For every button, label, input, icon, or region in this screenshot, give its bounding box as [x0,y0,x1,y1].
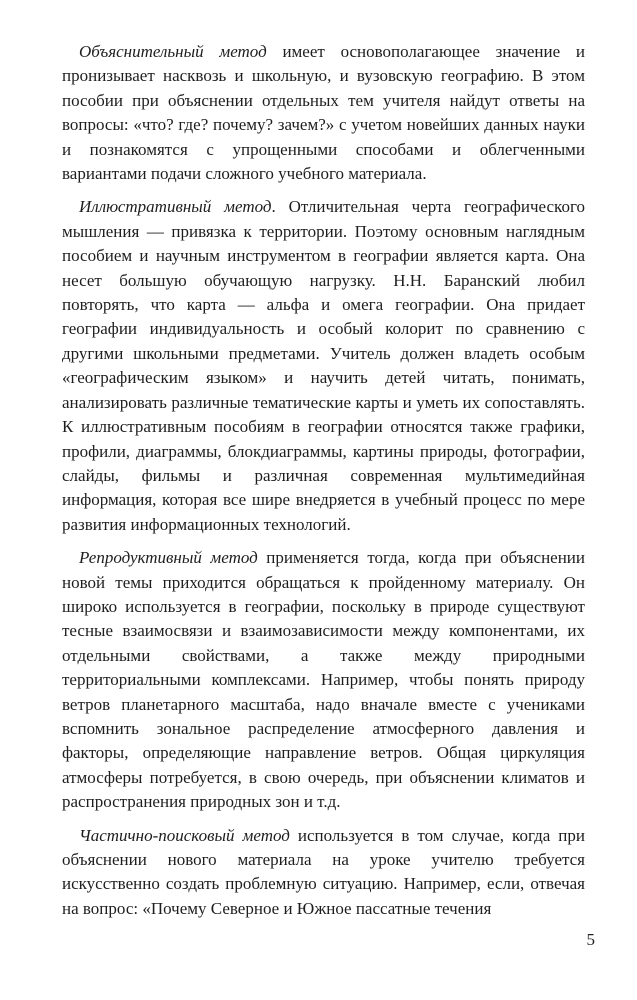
paragraph-text: используется в том случае, когда при объяснении нового материала на уроке учителю требуется искусственно создать проблемную ситуацию. Например, если, отвечая на вопрос: «Почему Северное и Южное пассатные течения [62,825,585,918]
page-number: 5 [586,930,595,949]
paragraph-partial-search-method [62,824,585,922]
paragraph-reproductive-method [62,546,585,814]
paragraph-illustrative-method [62,195,585,537]
paragraph-explanatory-method [62,40,585,186]
term-explanatory-method: Объяснительный метод [79,42,267,61]
paragraph-text: имеет основополагающее значение и пронизывает насквозь и школьную, и вузовскую географию. В этом пособии при объяснении отдельных тем учителя найдут ответы на вопросы: «что? где? почему? зачем?» с учетом новейших данных науки и познакомятся с упрощенными способами и облегченными вариантами подачи сложного учебного материала. [62,42,585,184]
paragraph-text: применяется тогда, когда при объяснении новой темы приходится обращаться к пройденному материалу. Он широко используется в географии, поскольку в природе существуют тесные взаимосвязи и взаимозависимости между компонентами, их отдельными свойствами, а также между природными территориальными комплексами. Например, чтобы понять природу ветров планетарного масштаба, надо вначале вместе с учениками вспомнить зональное распределение атмосферного давления и факторы, определяющие направление ветров. Общая циркуляция атмосферы потребуется, в свою очередь, при объяснении климатов и распространения природных зон и т.д. [62,548,586,812]
term-illustrative-method: Иллюстративный метод [79,197,272,217]
page-body [62,40,585,930]
term-reproductive-method: Репродуктивный метод [79,548,258,568]
term-partial-search-method: Частично-поисковый метод [79,825,290,845]
paragraph-text: . Отличительная черта географического мышления — привязка к территории. Поэтому основным наглядным пособием и научным инструментом в географии является карта. Она несет большую обучающую нагрузку. Н.Н. Баранский любил повторять, что карта — альфа и омега географии. Она придает географии индивидуальность и особый колорит по сравнению с другими школьными предметами. Учитель должен владеть особым «географическим языком» и научить детей читать, понимать, анализировать различные тематические карты и уметь их сопоставлять. К иллюстративным пособиям в географии относятся также графики, профили, диаграммы, блокдиаграммы, картины природы, фотографии, слайды, фильмы и различная современная мультимедийная информация, которая все шире внедряется в учебный процесс по мере развития информационных технологий. [62,197,585,534]
